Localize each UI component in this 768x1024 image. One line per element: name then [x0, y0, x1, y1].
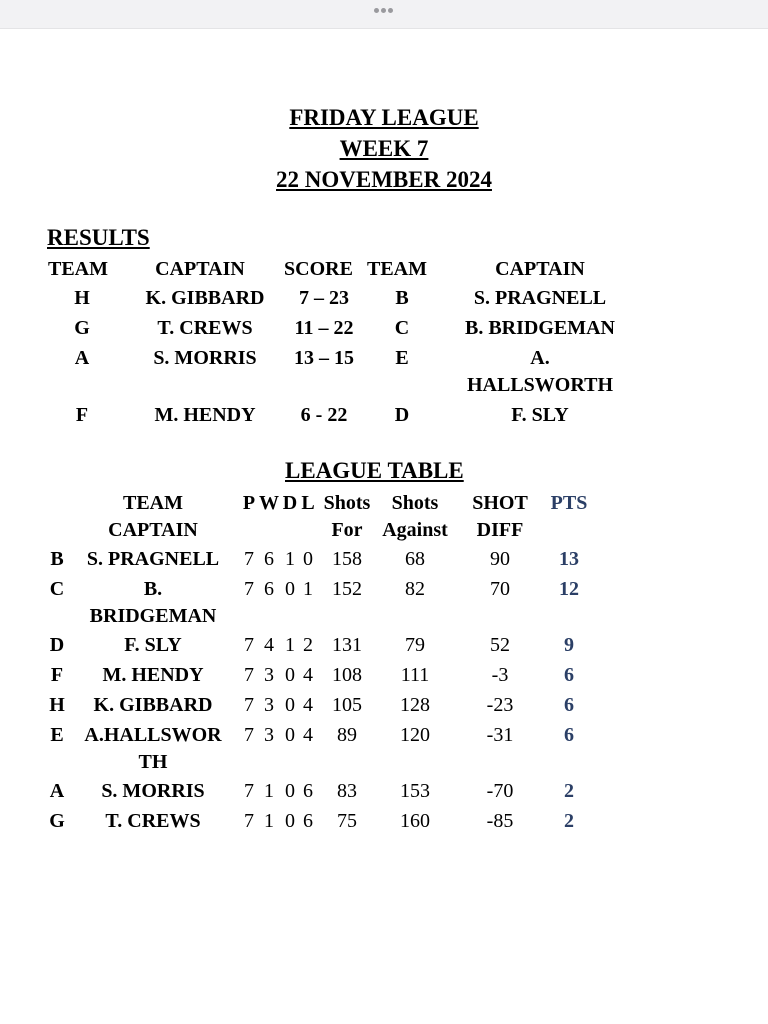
league-won: 6 [264, 548, 274, 570]
league-captain: M. HENDY [102, 664, 204, 686]
results-header-team1: TEAM [48, 258, 108, 280]
league-drawn: 0 [285, 578, 295, 600]
league-team: C [49, 578, 65, 600]
result-captain-away: B. BRIDGEMAN [464, 317, 615, 339]
league-header-shot-diff-2: DIFF [476, 519, 524, 541]
league-points: 12 [559, 578, 579, 600]
more-dots-icon[interactable] [374, 8, 394, 14]
league-drawn: 0 [285, 694, 295, 716]
league-shots-against: 128 [400, 694, 430, 716]
league-captain: B. [143, 578, 163, 600]
result-score: 13 – 15 [294, 347, 354, 369]
league-shots-against: 68 [405, 548, 425, 570]
league-shot-diff: -3 [491, 664, 509, 686]
league-drawn: 1 [285, 548, 295, 570]
league-played: 7 [244, 634, 254, 656]
league-captain: T. CREWS [105, 810, 201, 832]
league-captain: S. PRAGNELL [86, 548, 220, 570]
league-shots-against: 160 [400, 810, 430, 832]
results-header-captain2: CAPTAIN [495, 258, 585, 280]
league-header-shots-for-1: Shots [323, 492, 371, 514]
league-won: 3 [264, 664, 274, 686]
league-team: D [49, 634, 65, 656]
league-header-captain: CAPTAIN [108, 519, 198, 541]
league-header-shot-diff-1: SHOT [472, 492, 528, 514]
league-shot-diff: 70 [490, 578, 510, 600]
league-lost: 4 [303, 694, 313, 716]
result-captain-away: S. PRAGNELL [473, 287, 607, 309]
results-header-team2: TEAM [367, 258, 427, 280]
league-points: 2 [564, 780, 574, 802]
result-captain-home: S. MORRIS [153, 347, 257, 369]
league-drawn: 0 [285, 724, 295, 746]
league-shots-against: 120 [400, 724, 430, 746]
league-shot-diff: -31 [486, 724, 514, 746]
result-team-home: G [74, 317, 90, 339]
league-points: 6 [564, 694, 574, 716]
league-team: F [50, 664, 64, 686]
league-points: 6 [564, 724, 574, 746]
league-points: 13 [559, 548, 579, 570]
league-header-p: P [242, 492, 256, 514]
result-captain-home: T. CREWS [157, 317, 253, 339]
league-played: 7 [244, 578, 254, 600]
league-header-team: TEAM [123, 492, 183, 514]
league-shots-for: 105 [332, 694, 362, 716]
league-shots-for: 89 [337, 724, 357, 746]
league-lost: 6 [303, 780, 313, 802]
league-shot-diff: -70 [486, 780, 514, 802]
league-captain: K. GIBBARD [93, 694, 213, 716]
league-header-w: W [259, 492, 279, 514]
result-team-away: C [394, 317, 410, 339]
league-captain-cont: BRIDGEMAN [89, 605, 217, 627]
league-team: B [50, 548, 64, 570]
league-played: 7 [244, 724, 254, 746]
league-played: 7 [244, 548, 254, 570]
league-captain: A.HALLSWOR [84, 724, 222, 746]
league-header-shots-for-2: For [331, 519, 363, 541]
league-header-pts: PTS [550, 492, 588, 514]
league-lost: 4 [303, 724, 313, 746]
league-lost: 2 [303, 634, 313, 656]
league-shots-for: 131 [332, 634, 362, 656]
league-drawn: 0 [285, 780, 295, 802]
result-score: 7 – 23 [299, 287, 349, 309]
league-team: E [50, 724, 64, 746]
league-title: FRIDAY LEAGUE [289, 105, 479, 130]
result-captain-home: M. HENDY [154, 404, 256, 426]
result-team-away: D [394, 404, 410, 426]
result-team-home: A [74, 347, 90, 369]
league-shots-for: 83 [337, 780, 357, 802]
league-points: 6 [564, 664, 574, 686]
league-shot-diff: -23 [486, 694, 514, 716]
result-score: 11 – 22 [294, 317, 354, 339]
league-played: 7 [244, 780, 254, 802]
league-played: 7 [244, 694, 254, 716]
league-team: G [49, 810, 65, 832]
league-won: 3 [264, 694, 274, 716]
result-team-home: F [75, 404, 89, 426]
top-bar [0, 0, 768, 29]
league-captain-cont: TH [138, 751, 168, 773]
result-captain-away: A. [530, 347, 550, 369]
league-drawn: 1 [285, 634, 295, 656]
league-drawn: 0 [285, 664, 295, 686]
league-team: A [49, 780, 65, 802]
league-shot-diff: 52 [490, 634, 510, 656]
league-shots-against: 79 [405, 634, 425, 656]
league-shots-for: 158 [332, 548, 362, 570]
league-shots-for: 75 [337, 810, 357, 832]
league-shots-for: 108 [332, 664, 362, 686]
results-header-captain1: CAPTAIN [155, 258, 245, 280]
league-captain: F. SLY [124, 634, 182, 656]
league-won: 4 [264, 634, 274, 656]
result-team-home: H [74, 287, 90, 309]
league-won: 1 [264, 780, 274, 802]
week-title: WEEK 7 [339, 136, 429, 161]
league-shot-diff: -85 [486, 810, 514, 832]
league-header-d: D [282, 492, 298, 514]
league-lost: 0 [303, 548, 313, 570]
result-score: 6 - 22 [300, 404, 348, 426]
league-played: 7 [244, 664, 254, 686]
league-lost: 1 [303, 578, 313, 600]
league-won: 6 [264, 578, 274, 600]
league-shots-against: 153 [400, 780, 430, 802]
league-lost: 4 [303, 664, 313, 686]
date-title: 22 NOVEMBER 2024 [276, 167, 492, 192]
league-header-shots-against-2: Against [382, 519, 448, 541]
league-points: 9 [564, 634, 574, 656]
league-won: 1 [264, 810, 274, 832]
result-team-away: E [395, 347, 409, 369]
league-shots-against: 111 [400, 664, 430, 686]
league-header-l: L [301, 492, 315, 514]
result-captain-away: F. SLY [511, 404, 569, 426]
league-table-heading: LEAGUE TABLE [285, 458, 464, 483]
league-shots-for: 152 [332, 578, 362, 600]
results-heading: RESULTS [47, 225, 150, 250]
league-drawn: 0 [285, 810, 295, 832]
result-team-away: B [395, 287, 409, 309]
result-captain-home: K. GIBBARD [145, 287, 265, 309]
league-team: H [49, 694, 65, 716]
league-header-shots-against-1: Shots [391, 492, 439, 514]
league-shot-diff: 90 [490, 548, 510, 570]
league-points: 2 [564, 810, 574, 832]
league-won: 3 [264, 724, 274, 746]
result-captain-away-cont: HALLSWORTH [467, 374, 613, 396]
league-captain: S. MORRIS [101, 780, 205, 802]
league-shots-against: 82 [405, 578, 425, 600]
league-lost: 6 [303, 810, 313, 832]
results-header-score: SCORE [284, 258, 353, 280]
league-played: 7 [244, 810, 254, 832]
